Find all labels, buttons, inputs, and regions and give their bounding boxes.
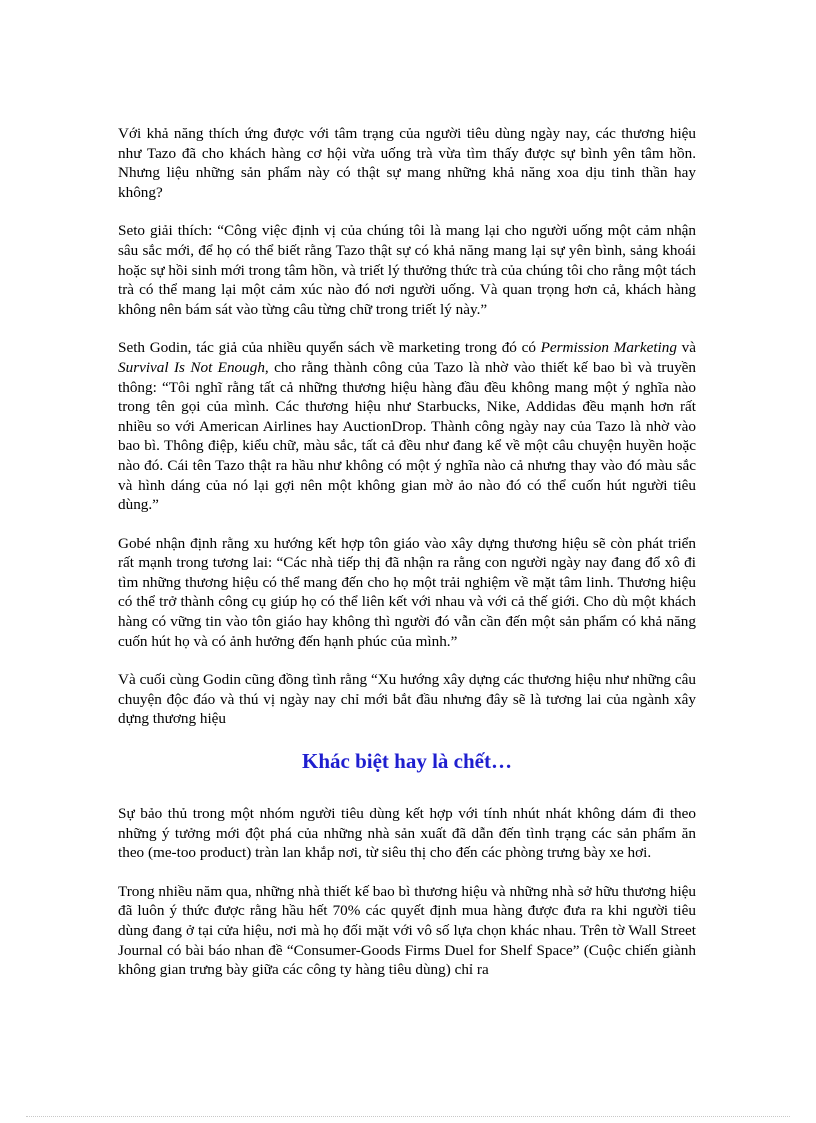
document-body [118,124,696,999]
paragraph-tazo-intro: Với khả năng thích ứng được với tâm trạng của người tiêu dùng ngày nay, các thương hiệu như Tazo đã cho khách hàng cơ hội vừa uống trà vừa tìm thấy được sự bình yên tâm hồn. Nhưng liệu những sản phẩm này có thật sự mang những khả năng xoa dịu tinh thần hay không? [118,125,696,201]
book-title-permission-marketing: Permission Marketing [540,339,677,357]
paragraph-gobe-quote: Gobé nhận định rằng xu hướng kết hợp tôn giáo vào xây dựng thương hiệu sẽ còn phát triển rất mạnh trong tương lai: “Các nhà tiếp thị đã nhận ra rằng con người ngày nay đang đổ xô đi tìm những thương hiệu có thể mang đến cho họ một trải nghiệm về mặt tâm linh. Thương hiệu có thể trở thành công cụ giúp họ có thể liên kết với nhau và với cả thế giới. Cho dù một khách hàng có vững tin vào tôn giáo hay không thì người đó vẫn cần đến một sản phẩm có khả năng cuốn hút họ và có ảnh hưởng đến hạnh phúc của mình.” [118,534,696,650]
paragraph-godin-text-1: Seth Godin, tác giả của nhiều quyển sách về marketing trong đó có [118,339,541,357]
page-bottom-divider [26,1116,790,1117]
book-title-survival-is-not-enough: Survival Is Not Enough [118,358,265,376]
paragraph-me-too-products: Sự bảo thủ trong một nhóm người tiêu dùng kết hợp với tính nhút nhát không dám đi theo những ý tưởng mới đột phá của những nhà sản xuất đã dẫn đến tình trạng các sản phẩm ăn theo (me-too product) tràn lan khắp nơi, từ siêu thị cho đến các phòng trưng bày xe hơi. [118,805,696,862]
paragraph-godin-text-3: , cho rằng thành công của Tazo là nhờ vào thiết kế bao bì và truyền thông: “Tôi nghĩ rằng tất cả những thương hiệu hàng đầu đều không mang một ý nghĩa nào trong tên gọi của mình. Các thương hiệu như Starbucks, Nike, Addidas đều mạnh hơn rất nhiều so với American Airlines hay AuctionDrop. Thành công ngày nay của Tazo là nhờ vào bao bì. Thông điệp, kiểu chữ, màu sắc, tất cả đều như đang kể về một câu chuyện huyền hoặc nào đó. Cái tên Tazo thật ra hầu như không có một ý nghĩa nào cả nhưng thay vào đó màu sắc và hình dáng của nó lại gợi nên một không gian mờ ảo nào đó có thể cuốn hút người tiêu dùng.” [118,358,696,514]
paragraph-seto-quote: Seto giải thích: “Công việc định vị của chúng tôi là mang lại cho người uống một cảm nhận sâu sắc mới, để họ có thể biết rằng Tazo thật sự có khả năng mang lại sự yên bình, sảng khoái hoặc sự hồi sinh mới trong tâm hồn, và triết lý thưởng thức trà của chúng tôi cho rằng một tách trà có thể mang lại một cảm xúc nào đó nơi người uống. Và quan trọng hơn cả, khách hàng không nên bám sát vào từng câu từng chữ trong triết lý này.” [118,222,696,318]
section-heading: Khác biệt hay là chết… [302,749,512,774]
paragraph-godin-quote [118,338,696,514]
paragraph-packaging-decisions: Trong nhiều năm qua, những nhà thiết kế bao bì thương hiệu và những nhà sở hữu thương hiệu đã luôn ý thức được rằng hầu hết 70% các quyết định mua hàng được đưa ra khi người tiêu dùng đang ở tại cửa hiệu, nơi mà họ đối mặt với vô số lựa chọn khác nhau. Trên tờ Wall Street Journal có bài báo nhan đề “Consumer-Goods Firms Duel for Shelf Space” (Cuộc chiến giành không gian trưng bày giữa các công ty hàng tiêu dùng) chỉ ra [118,882,696,979]
paragraph-godin-conclusion: Và cuối cùng Godin cũng đồng tình rằng “Xu hướng xây dựng các thương hiệu như những câu chuyện độc đáo và thú vị ngày nay chỉ mới bắt đầu nhưng đây sẽ là tương lai của ngành xây dựng thương hiệu [118,671,696,728]
paragraph-godin-text-2: và [676,339,696,357]
